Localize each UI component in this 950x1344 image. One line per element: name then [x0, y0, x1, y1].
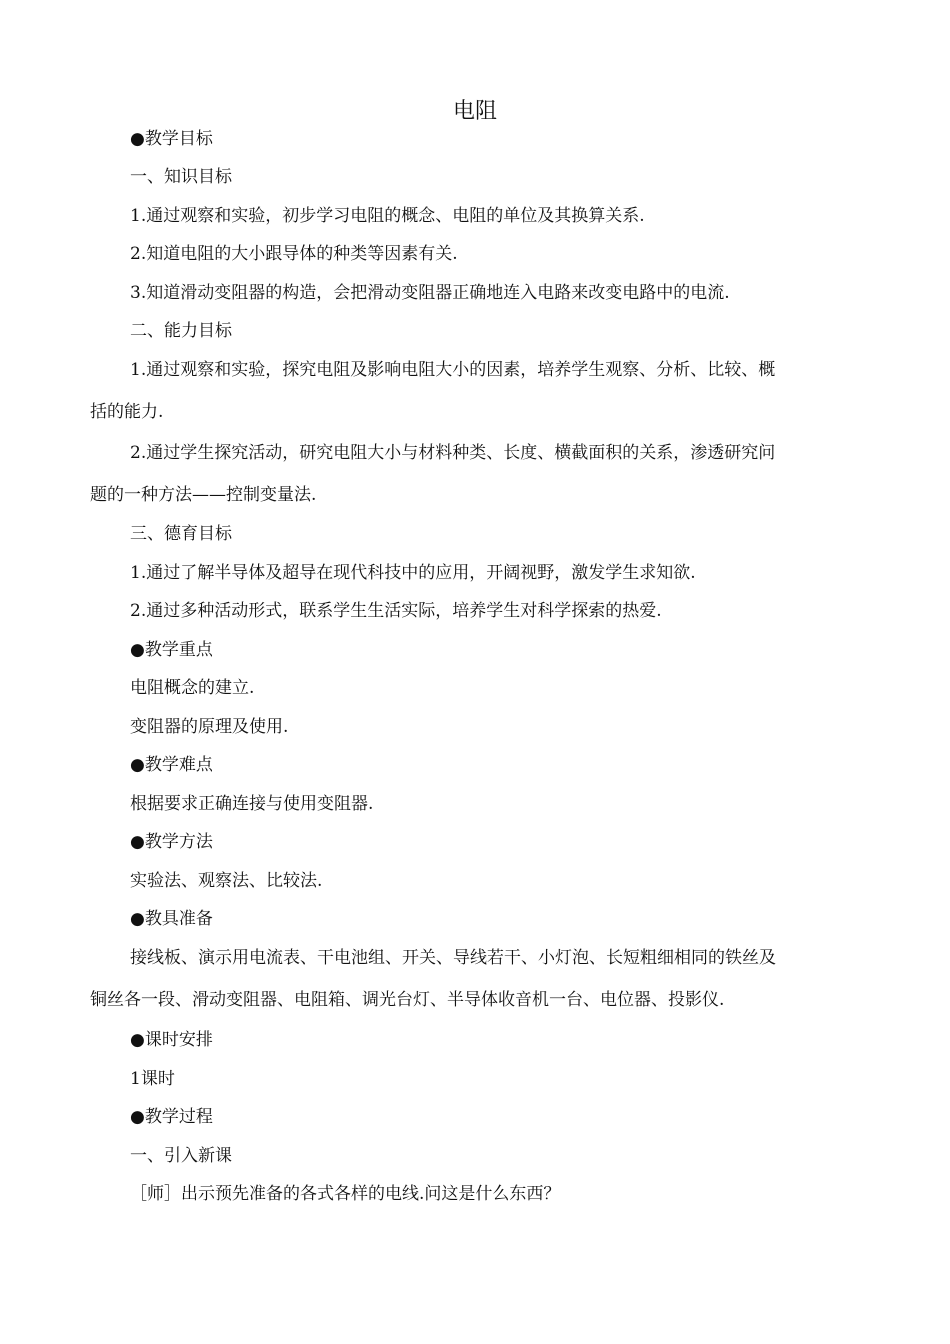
section-heading-materials: ●教具准备 — [130, 909, 213, 929]
paragraph-line: 括的能力. — [90, 402, 164, 422]
section-heading-difficulties: ●教学难点 — [130, 755, 213, 775]
subheading-introduction: 一、引入新课 — [130, 1146, 232, 1166]
paragraph-line: 1.通过观察和实验，探究电阻及影响电阻大小的因素，培养学生观察、分析、比较、概 — [130, 360, 776, 380]
subheading-knowledge-goals: 一、知识目标 — [130, 167, 232, 187]
paragraph-line: 2.通过学生探究活动，研究电阻大小与材料种类、长度、横截面积的关系，渗透研究问 — [130, 443, 776, 463]
paragraph-line: 1.通过观察和实验，初步学习电阻的概念、电阻的单位及其换算关系. — [130, 206, 645, 226]
paragraph-line: 题的一种方法——控制变量法. — [90, 485, 317, 505]
subheading-moral-goals: 三、德育目标 — [130, 524, 232, 544]
paragraph-line: 根据要求正确连接与使用变阻器. — [130, 794, 374, 814]
paragraph-line: 2.通过多种活动形式，联系学生生活实际，培养学生对科学探索的热爱. — [130, 601, 662, 621]
section-heading-key-points: ●教学重点 — [130, 640, 213, 660]
paragraph-line: 铜丝各一段、滑动变阻器、电阻箱、调光台灯、半导体收音机一台、电位器、投影仪. — [90, 990, 725, 1010]
section-heading-schedule: ●课时安排 — [130, 1030, 213, 1050]
paragraph-line: 3.知道滑动变阻器的构造，会把滑动变阻器正确地连入电路来改变电路中的电流. — [130, 283, 730, 303]
section-heading-process: ●教学过程 — [130, 1107, 213, 1127]
section-heading-methods: ●教学方法 — [130, 832, 213, 852]
section-heading-teaching-goals: ●教学目标 — [130, 129, 213, 149]
subheading-ability-goals: 二、能力目标 — [130, 321, 232, 341]
paragraph-line: 接线板、演示用电流表、干电池组、开关、导线若干、小灯泡、长短粗细相同的铁丝及 — [130, 948, 776, 968]
paragraph-line: 1课时 — [130, 1069, 175, 1089]
paragraph-line: ［师］出示预先准备的各式各样的电线.问这是什么东西？ — [130, 1184, 561, 1204]
paragraph-line: 电阻概念的建立. — [130, 678, 255, 698]
paragraph-line: 实验法、观察法、比较法. — [130, 871, 323, 891]
paragraph-line: 变阻器的原理及使用. — [130, 717, 289, 737]
paragraph-line: 2.知道电阻的大小跟导体的种类等因素有关. — [130, 244, 458, 264]
paragraph-line: 1.通过了解半导体及超导在现代科技中的应用，开阔视野，激发学生求知欲. — [130, 563, 696, 583]
document-title: 电阻 — [452, 99, 497, 124]
